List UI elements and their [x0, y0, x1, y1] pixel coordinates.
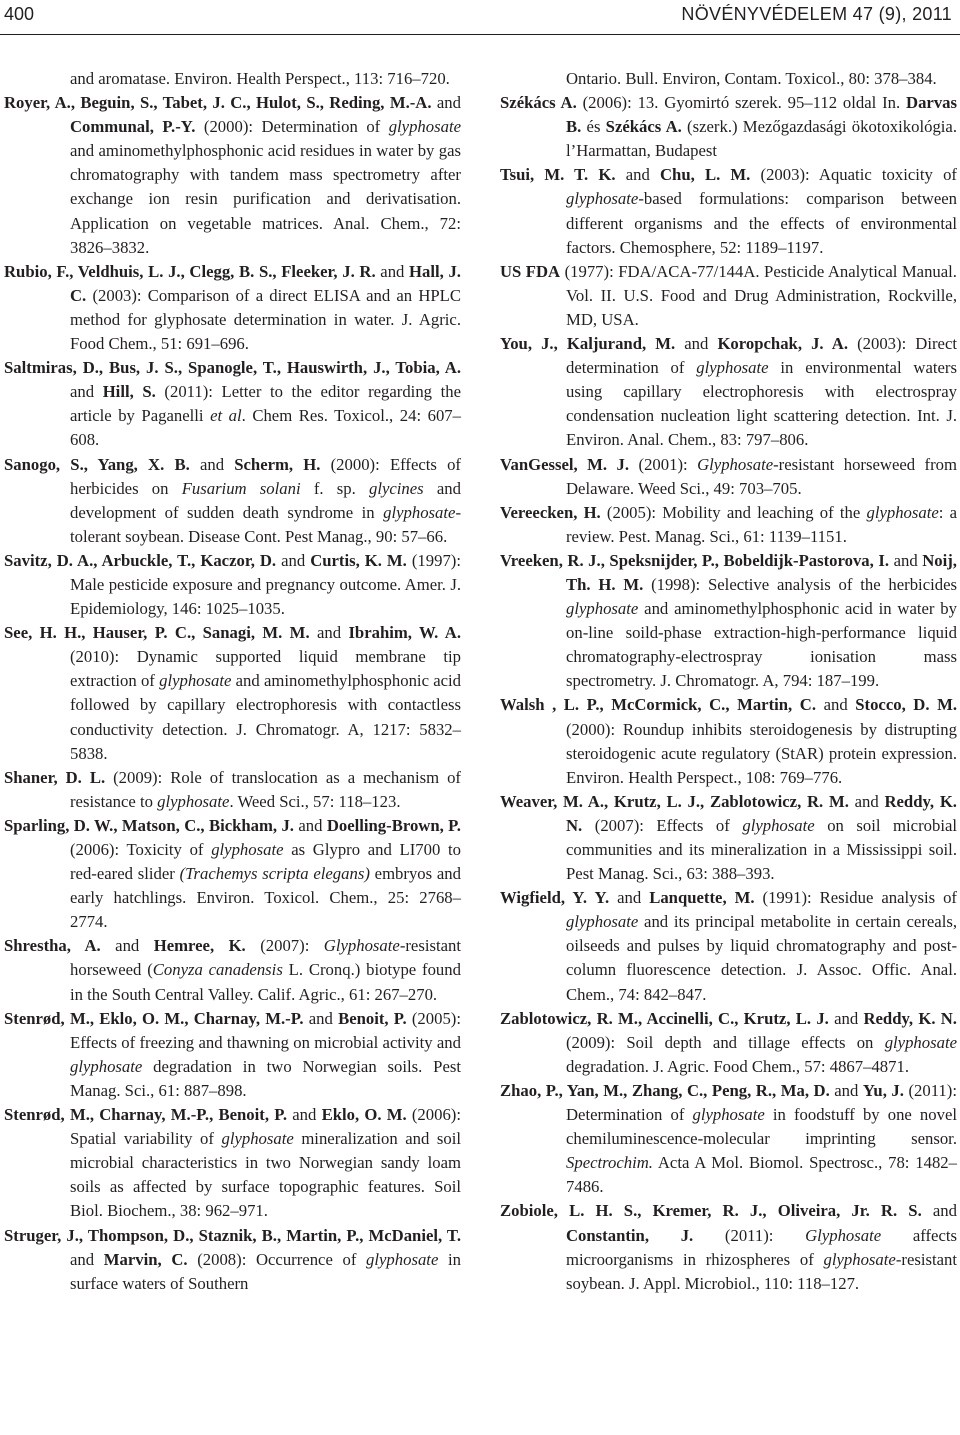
reference-continuation: Ontario. Bull. Environ, Contam. Toxicol., 80: 378–384. [566, 69, 937, 88]
reference-entry: See, H. H., Hauser, P. C., Sanagi, M. M. and Ibrahim, W. A. (2010): Dynamic supported liquid membrane tip extraction of glyphosate and aminomethylphosphonic acid followed by capillary electrophoresis with contactless conductivity detection. J. Chromatogr. A, 1217: 5832–5838. [4, 623, 461, 763]
reference-entry: Stenrød, M., Charnay, M.-P., Benoit, P. and Eklo, O. M. (2006): Spatial variability of glyphosate mineralization and soil microbial characteristics in two Norwegian sandy loam soils as affected by surface topographic features. Soil Biol. Biochem., 38: 962–971. [4, 1105, 461, 1221]
reference-entry: Sparling, D. W., Matson, C., Bickham, J. and Doelling-Brown, P. (2006): Toxicity of glyphosate as Glypro and LI700 to red-eared slider (Trachemys scripta elegans) embryos and early hatchlings. Environ. Toxicol. Chem., 25: 2768–2774. [4, 815, 461, 932]
reference-entry: US FDA (1977): FDA/ACA-77/144A. Pesticide Analytical Manual. Vol. II. U.S. Food and Drug Administration, Rockville, MD, USA. [500, 261, 957, 329]
reference-entry: Székács A. (2006): 13. Gyomirtó szerek. 95–112 oldal In. Darvas B. és Székács A. (szerk.) Mezőgazdasági ökotoxikológia. l’Harmattan, Budapest [500, 93, 958, 161]
reference-entry: Shrestha, A. and Hemree, K. (2007): Glyphosate-resistant horseweed (Conyza canadensis L. Cronq.) biotype found in the South Central Valley. Calif. Agric., 61: 267–270. [4, 936, 461, 1004]
reference-column-right [500, 67, 957, 1296]
reference-entry: Weaver, M. A., Krutz, L. J., Zablotowicz, R. M. and Reddy, K. N. (2007): Effects of glyphosate on soil microbial communities and its mineralization in a Mississippi soil. Pest Manag. Sci., 63: 388–393. [500, 791, 957, 884]
reference-entry: Tsui, M. T. K. and Chu, L. M. (2003): Aquatic toxicity of glyphosate-based formulations: comparison between different organisms and the effects of environmental factors. Chemosphere, 52: 1189–1197. [500, 165, 957, 257]
reference-entry: Walsh , L. P., McCormick, C., Martin, C. and Stocco, D. M. (2000): Roundup inhibits steroidogenesis by distrupting steroidogenic acute regulatory (StAR) protein expression. Environ. Health Perspect., 108: 769–776. [500, 695, 958, 787]
reference-entry: Vereecken, H. (2005): Mobility and leaching of the glyphosate: a review. Pest. Manag. Sci., 61: 1139–1151. [500, 502, 958, 546]
reference-entry: Savitz, D. A., Arbuckle, T., Kaczor, D. and Curtis, K. M. (1997): Male pesticide exposure and pregnancy outcome. Amer. J. Epidemiology, 146: 1025–1035. [4, 550, 461, 619]
reference-continuation: and aromatase. Environ. Health Perspect., 113: 716–720. [70, 69, 450, 88]
reference-entry: Sanogo, S., Yang, X. B. and Scherm, H. (2000): Effects of herbicides on Fusarium solani f. sp. glycines and development of sudden death syndrome in glyphosate-tolerant soybean. Disease Cont. Pest Manag., 90: 57–66. [4, 454, 461, 546]
reference-entry: Vreeken, R. J., Speksnijder, P., Bobeldijk-Pastorova, I. and Noij, Th. H. M. (1998): Selective analysis of the herbicides glyphosate and aminomethylphosphonic acid in water by on-line soild-phase extraction-high-performance liquid chromatography-electrospray ionisation mass spectrometry. J. Chromatogr. A, 794: 187–199. [500, 550, 957, 691]
reference-entry: VanGessel, M. J. (2001): Glyphosate-resistant horseweed from Delaware. Weed Sci., 49: 703–705. [500, 454, 957, 498]
reference-entry: Zablotowicz, R. M., Accinelli, C., Krutz, L. J. and Reddy, K. N. (2009): Soil depth and tillage effects on glyphosate degradation. J. Agric. Food Chem., 57: 4867–4871. [500, 1008, 957, 1076]
reference-entry: Saltmiras, D., Bus, J. S., Spanogle, T., Hauswirth, J., Tobia, A. and Hill, S. (2011): Letter to the editor regarding the article by Paganelli et al. Chem Res. Toxicol., 24: 607–608. [4, 358, 461, 450]
reference-entry: Rubio, F., Veldhuis, L. J., Clegg, B. S., Fleeker, J. R. and Hall, J. C. (2003): Comparison of a direct ELISA and an HPLC method for glyphosate determination in water. J. Agric. Food Chem., 51: 691–696. [4, 261, 461, 354]
reference-entry: Wigfield, Y. Y. and Lanquette, M. (1991): Residue analysis of glyphosate and its principal metabolite in certain cereals, oilseeds and pulses by liquid chromatography and post-column fluorescence detection. J. Assoc. Offic. Anal. Chem., 74: 842–847. [500, 888, 957, 1004]
reference-entry: Struger, J., Thompson, D., Staznik, B., Martin, P., McDaniel, T. and Marvin, C. (2008): Occurrence of glyphosate in surface waters of Southern [4, 1225, 461, 1293]
reference-entry: Zhao, P., Yan, M., Zhang, C., Peng, R., Ma, D. and Yu, J. (2011): Determination of glyphosate in foodstuff by one novel chemiluminescence-molecular imprinting sensor. Spectrochim. Acta A Mol. Biomol. Spectrosc., 78: 1482–7486. [500, 1080, 957, 1197]
reference-entry: Shaner, D. L. (2009): Role of translocation as a mechanism of resistance to glyphosate. Weed Sci., 57: 118–123. [4, 767, 461, 811]
page-header [0, 0, 960, 32]
reference-column-left [4, 67, 461, 1296]
reference-entry: Stenrød, M., Eklo, O. M., Charnay, M.-P. and Benoit, P. (2005): Effects of freezing and thawning on microbial activity and glyphosate degradation in two Norwegian soils. Pest Manag. Sci., 61: 887–898. [4, 1008, 461, 1100]
reference-entry: You, J., Kaljurand, M. and Koropchak, J. A. (2003): Direct determination of glyphosate in environmental waters using capillary electrophoresis with electrospray condensation nucleation light scattering detection. Int. J. Environ. Anal. Chem., 83: 797–806. [500, 334, 958, 450]
header-rule [0, 34, 960, 35]
page-number: 400 [4, 4, 35, 24]
reference-entry: Royer, A., Beguin, S., Tabet, J. C., Hulot, S., Reding, M.-A. and Communal, P.-Y. (2000): Determination of glyphosate and aminomethylphosphonic acid residues in water by gas chromatography with tandem mass spectrometry after exchange ion resin purification and derivatisation. Application on vegetable matrices. Anal. Chem., 72: 3826–3832. [4, 93, 461, 257]
journal-title: NÖVÉNYVÉDELEM 47 (9), 2011 [681, 4, 952, 24]
reference-entry: Zobiole, L. H. S., Kremer, R. J., Oliveira, Jr. R. S. and Constantin, J. (2011): Glyphosate affects microorganisms in rhizospheres of glyphosate-resistant soybean. J. Appl. Microbiol., 110: 118–127. [500, 1201, 957, 1293]
